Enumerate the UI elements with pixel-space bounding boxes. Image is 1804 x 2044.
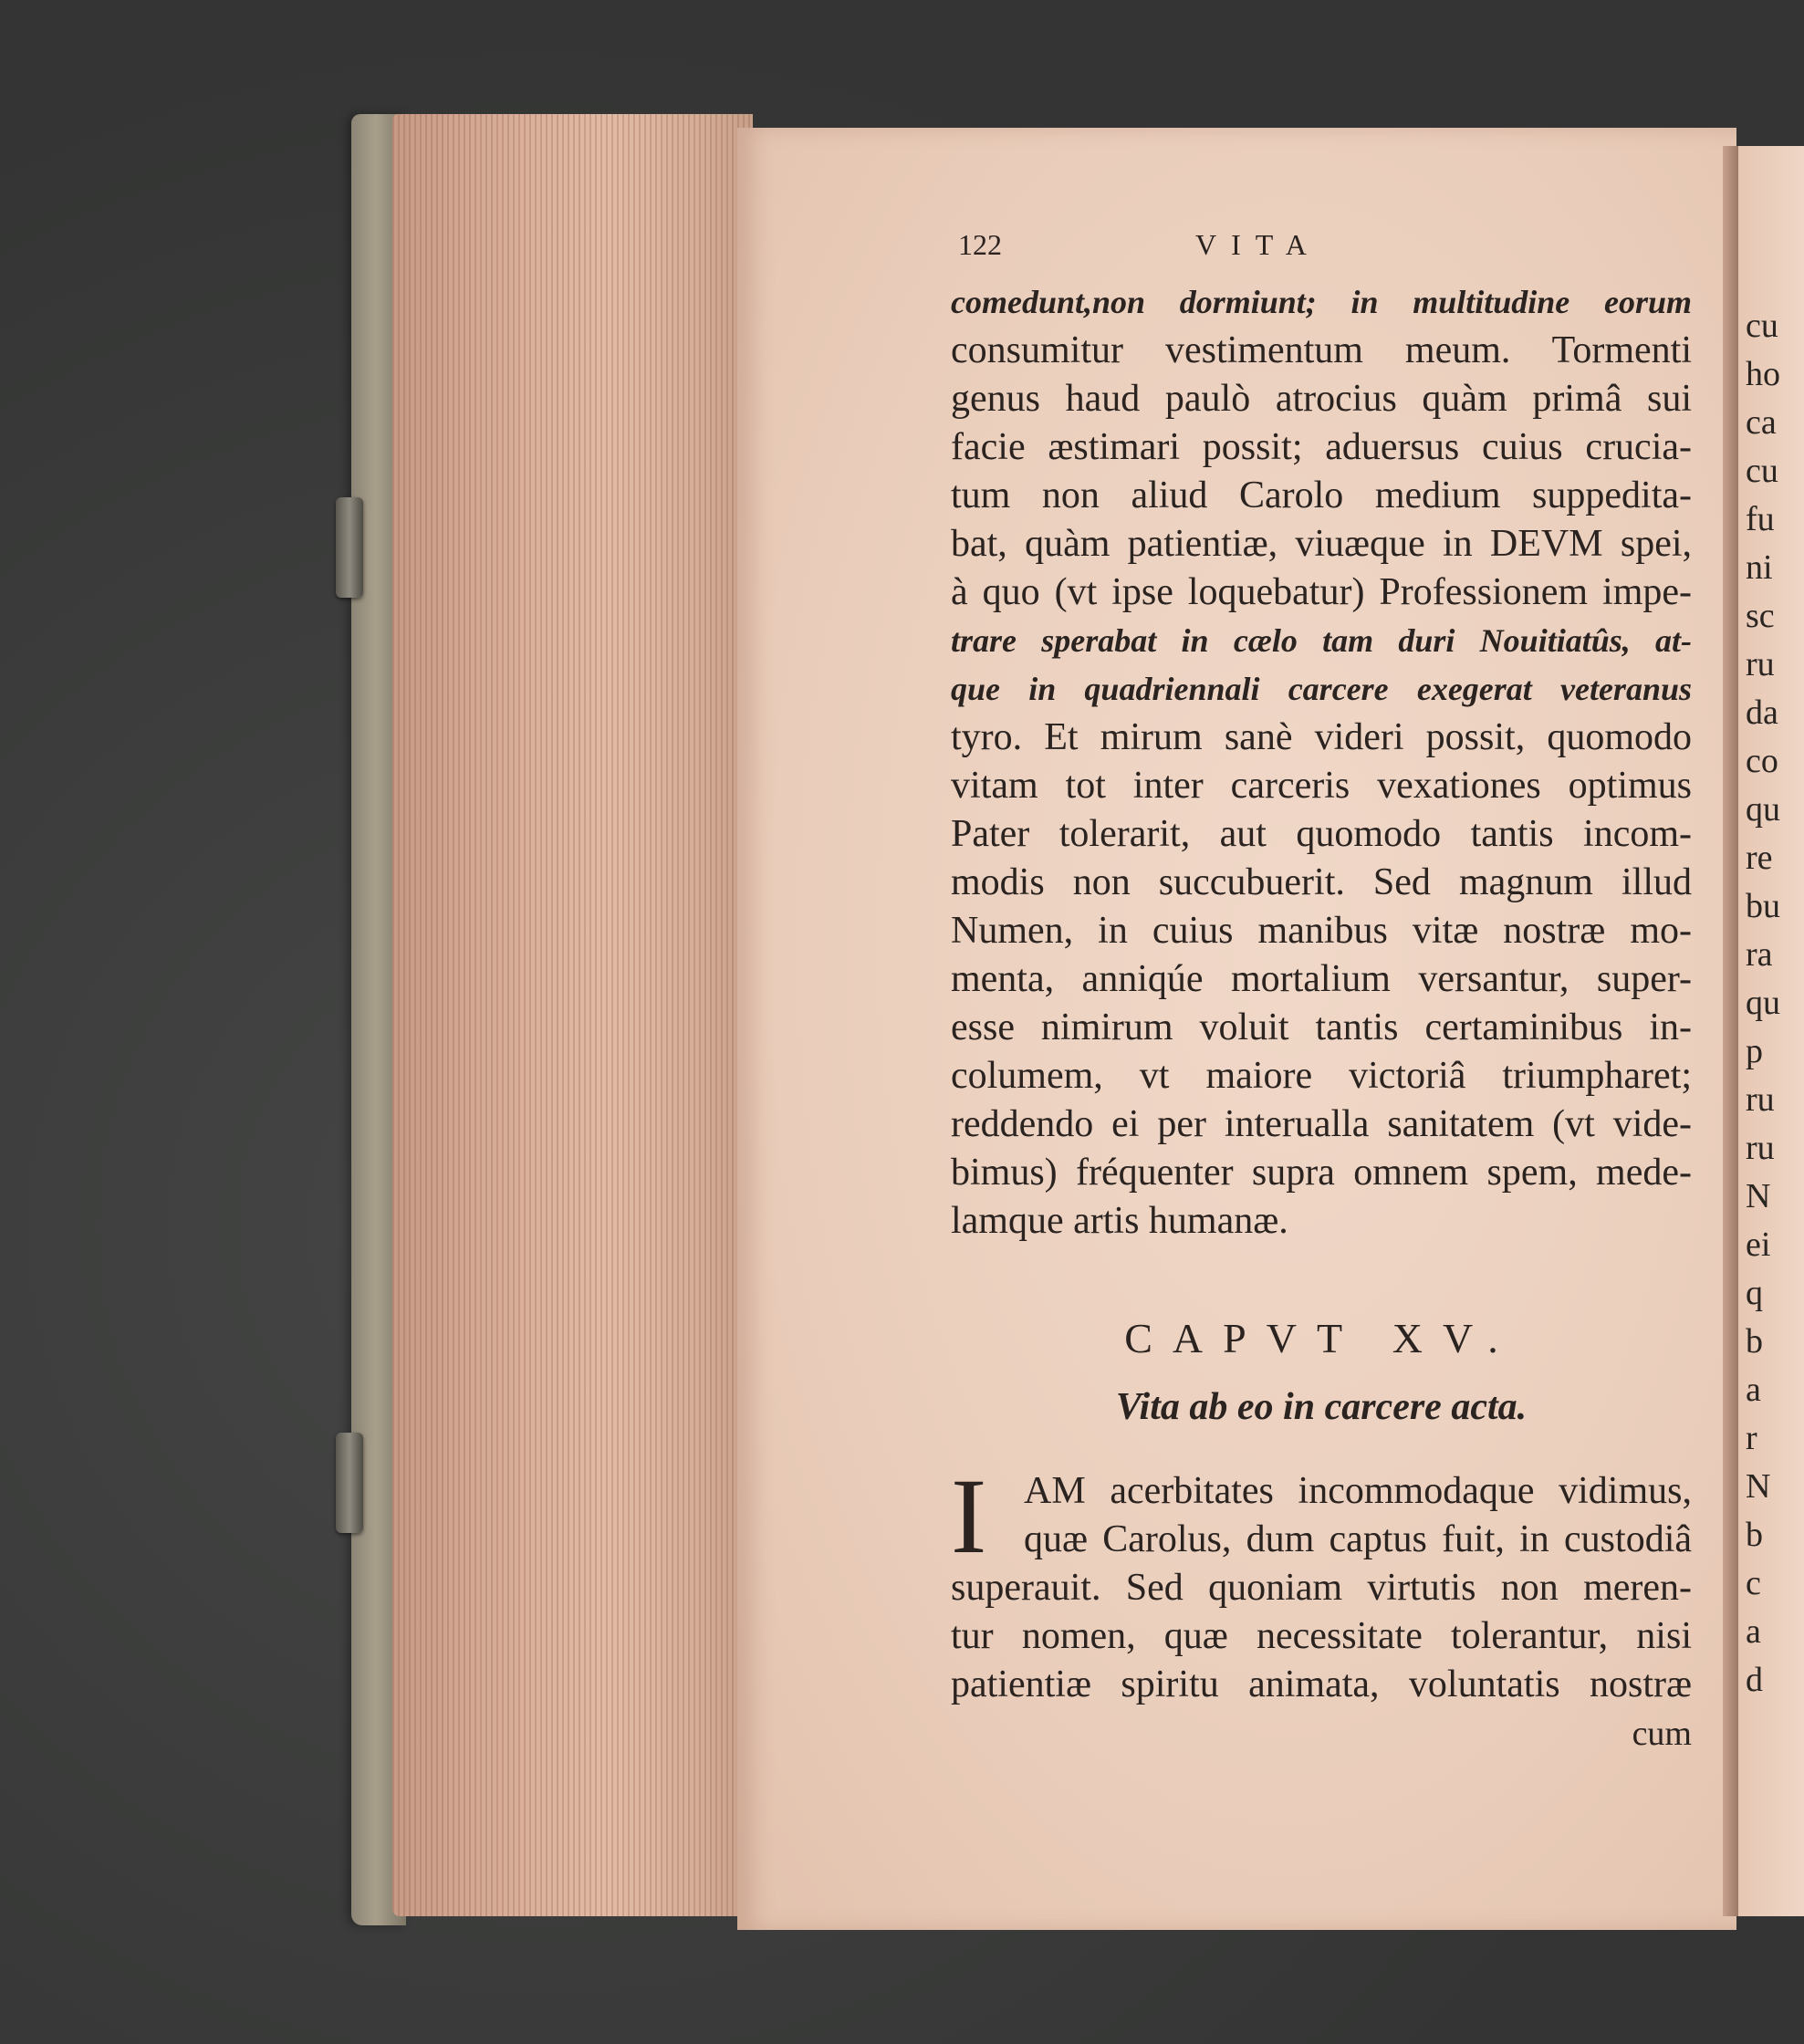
drop-cap: I [951,1456,987,1576]
text-line: columem, vt maiore victoriâ triumpharet; [951,1055,1692,1097]
facing-fragment: ru [1746,1129,1775,1167]
text-line: consumitur vestimentum meum. Tormenti [951,329,1692,371]
facing-fragment: qu [1746,984,1780,1022]
facing-fragment: p [1746,1032,1763,1070]
text-line: comedunt,non dormiunt; in multitudine eorum [951,284,1692,320]
text-line: Pater tolerarit, aut quomodo tantis incom- [951,813,1692,855]
facing-fragment: a [1746,1612,1761,1651]
facing-fragment: ni [1746,548,1773,587]
facing-fragment: cu [1746,452,1778,490]
facing-fragment: r [1746,1419,1757,1457]
text-line: tyro. Et mirum sanè videri possit, quomodo [951,716,1692,758]
facing-fragment: ca [1746,403,1777,442]
facing-fragment: da [1746,694,1778,732]
text-line: vitam tot inter carceris vexationes optimus [951,765,1692,807]
facing-fragment: c [1746,1564,1761,1602]
facing-fragment: cu [1746,307,1778,345]
facing-fragment: ho [1746,355,1780,393]
page-fore-edge [392,114,753,1916]
facing-fragment: co [1746,742,1778,780]
text-line: superauit. Sed quoniam virtutis non meren- [951,1567,1692,1609]
text-line: lamque artis humanæ. [951,1200,1288,1242]
chapter-heading: CAPVT XV. [1124,1315,1518,1361]
text-block-chapter [951,1456,1692,1709]
text-line: tum non aliud Carolo medium suppedita- [951,474,1692,516]
page-number: 122 [958,228,1002,261]
facing-fragment: re [1746,839,1773,877]
clasp-bottom [336,1433,363,1533]
facing-fragment: ra [1746,935,1773,974]
facing-fragment: fu [1746,500,1775,538]
text-line: esse nimirum voluit tantis certaminibus in- [951,1006,1692,1048]
facing-fragment: ru [1746,1080,1775,1119]
text-line: bimus) fréquenter supra omnem spem, mede- [951,1152,1692,1194]
facing-fragment: sc [1746,597,1775,635]
facing-fragment: d [1746,1661,1763,1699]
text-line: trare sperabat in cælo tam duri Nouitiatûs, at- [951,622,1692,659]
chapter-subtitle: Vita ab eo in carcere acta. [1115,1386,1528,1428]
facing-fragment: bu [1746,887,1780,925]
text-line: menta, anniqúe mortalium versantur, super- [951,958,1692,1000]
facing-fragment: qu [1746,790,1780,829]
text-line: Numen, in cuius manibus vitæ nostræ mo- [951,910,1692,952]
facing-fragment: N [1746,1177,1771,1215]
facing-fragment: ru [1746,645,1775,683]
text-line: que in quadriennali carcere exegerat veteranus [951,671,1692,707]
running-head: VITA [1195,228,1321,261]
text-line: reddendo ei per interualla sanitatem (vt vide- [951,1103,1692,1145]
facing-fragment: ei [1746,1225,1771,1264]
facing-fragment: b [1746,1516,1763,1554]
text-line: facie æstimari possit; aduersus cuius crucia- [951,426,1692,468]
facing-fragment: a [1746,1371,1761,1409]
text-line: genus haud paulò atrocius quàm primâ sui [951,378,1692,420]
facing-fragment: b [1746,1322,1763,1361]
facing-fragment: N [1746,1467,1771,1506]
clasp-top [336,497,363,598]
text-line: bat, quàm patientiæ, viuæque in DEVM spei, [951,523,1692,565]
text-line: à quo (vt ipse loquebatur) Professionem impe- [951,571,1692,613]
catchword: cum [1632,1715,1692,1753]
facing-fragment: q [1746,1274,1763,1312]
text-block-main [951,278,1692,1246]
text-line: modis non succubuerit. Sed magnum illud [951,861,1692,903]
page-header [958,228,1469,265]
text-line: AM acerbitates incommodaque vidimus, [1024,1470,1692,1512]
text-line: patientiæ spiritu animata, voluntatis nostræ [951,1663,1692,1705]
text-line: quæ Carolus, dum captus fuit, in custodiâ [1024,1518,1692,1560]
facing-page [1738,146,1804,1916]
text-line: tur nomen, quæ necessitate tolerantur, nisi [951,1615,1692,1657]
